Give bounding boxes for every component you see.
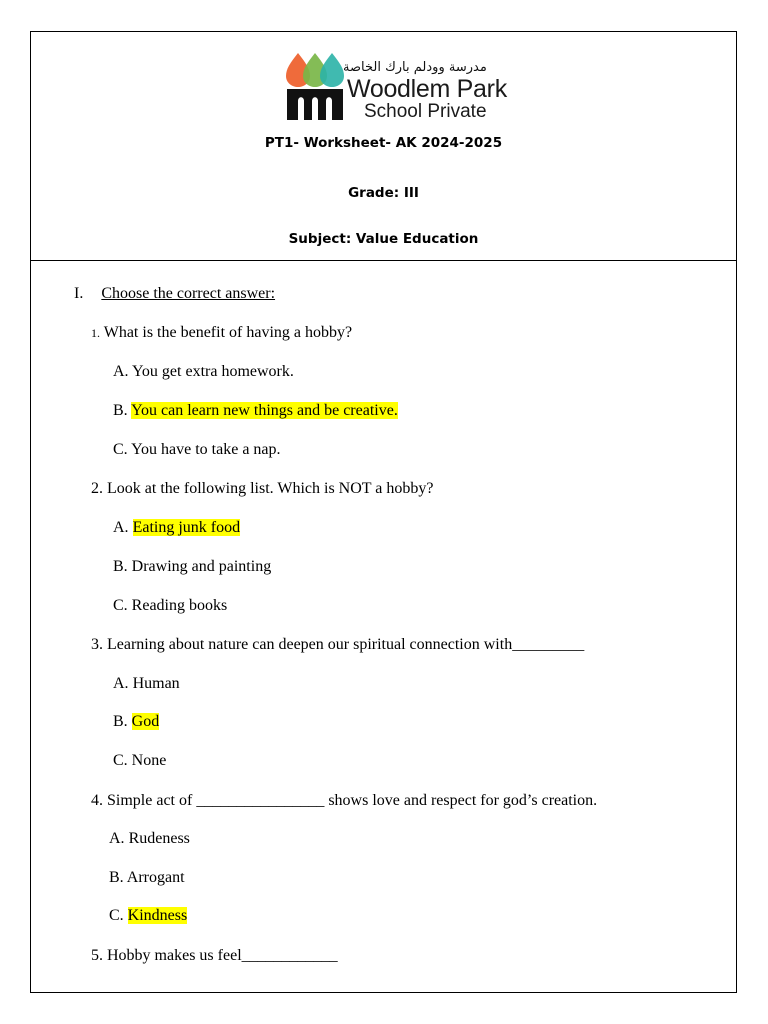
worksheet-header xyxy=(31,32,736,261)
worksheet-page xyxy=(30,31,737,993)
worksheet-title: PT1- Worksheet- AK 2024-2025 xyxy=(264,135,503,151)
option-letter: A. xyxy=(109,830,125,847)
option-text: None xyxy=(131,752,167,769)
question-number: 1. xyxy=(91,326,100,340)
school-subtitle: School Private xyxy=(364,101,487,122)
option-letter: B. xyxy=(113,558,128,575)
option-text-highlighted: You can learn new things and be creative. xyxy=(131,402,398,419)
question-2-option-c xyxy=(113,596,227,616)
option-text-highlighted: Eating junk food xyxy=(132,519,241,536)
question-1-option-b xyxy=(113,401,398,421)
grade-label: Grade: III xyxy=(348,185,419,201)
option-text: You have to take a nap. xyxy=(131,441,281,458)
option-text: Arrogant xyxy=(126,869,185,886)
question-1 xyxy=(91,323,352,343)
question-4 xyxy=(91,791,597,811)
option-text-highlighted: Kindness xyxy=(127,907,188,924)
option-letter: C. xyxy=(109,907,124,924)
school-name: Woodlem Park xyxy=(347,75,507,103)
option-letter: A. xyxy=(113,519,129,536)
question-4-option-b xyxy=(109,868,185,888)
section-heading-text: Choose the correct answer: xyxy=(101,285,276,302)
option-letter: A. xyxy=(113,675,129,692)
question-3-option-a xyxy=(113,674,180,694)
question-1-option-a xyxy=(113,362,294,382)
option-letter: C. xyxy=(113,752,128,769)
question-text: What is the benefit of having a hobby? xyxy=(103,324,353,341)
option-text: Human xyxy=(132,675,180,692)
school-name-arabic: مدرسة وودلم بارك الخاصة xyxy=(343,60,487,75)
question-3-option-c xyxy=(113,751,166,771)
question-text: Hobby makes us feel____________ xyxy=(107,947,338,964)
option-letter: B. xyxy=(109,869,124,886)
question-number: 5. xyxy=(91,947,103,964)
option-letter: B. xyxy=(113,713,128,730)
option-text: Rudeness xyxy=(128,830,190,847)
question-5 xyxy=(91,946,338,966)
question-4-option-c xyxy=(109,906,187,926)
section-heading xyxy=(74,284,275,304)
question-number: 3. xyxy=(91,636,103,653)
option-text-highlighted: God xyxy=(131,713,160,730)
question-text: Look at the following list. Which is NOT a hobby? xyxy=(107,480,434,497)
question-text: Learning about nature can deepen our spiritual connection with_________ xyxy=(107,636,585,653)
question-2-option-a xyxy=(113,518,240,538)
option-letter: B. xyxy=(113,402,128,419)
option-letter: C. xyxy=(113,597,128,614)
question-1-option-c xyxy=(113,440,281,460)
question-2 xyxy=(91,479,433,499)
question-number: 4. xyxy=(91,792,103,809)
option-text: Reading books xyxy=(131,597,228,614)
school-logo-icon xyxy=(284,49,346,121)
subject-label: Subject: Value Education xyxy=(288,231,479,247)
option-text: You get extra homework. xyxy=(131,363,294,380)
question-3 xyxy=(91,635,584,655)
option-letter: C. xyxy=(113,441,128,458)
option-text: Drawing and painting xyxy=(131,558,272,575)
question-2-option-b xyxy=(113,557,271,577)
question-text: Simple act of ________________ shows love and respect for god’s creation. xyxy=(107,792,598,809)
question-number: 2. xyxy=(91,480,103,497)
section-numeral: I. xyxy=(74,285,84,302)
question-4-option-a xyxy=(109,829,190,849)
option-letter: A. xyxy=(113,363,129,380)
question-3-option-b xyxy=(113,712,159,732)
